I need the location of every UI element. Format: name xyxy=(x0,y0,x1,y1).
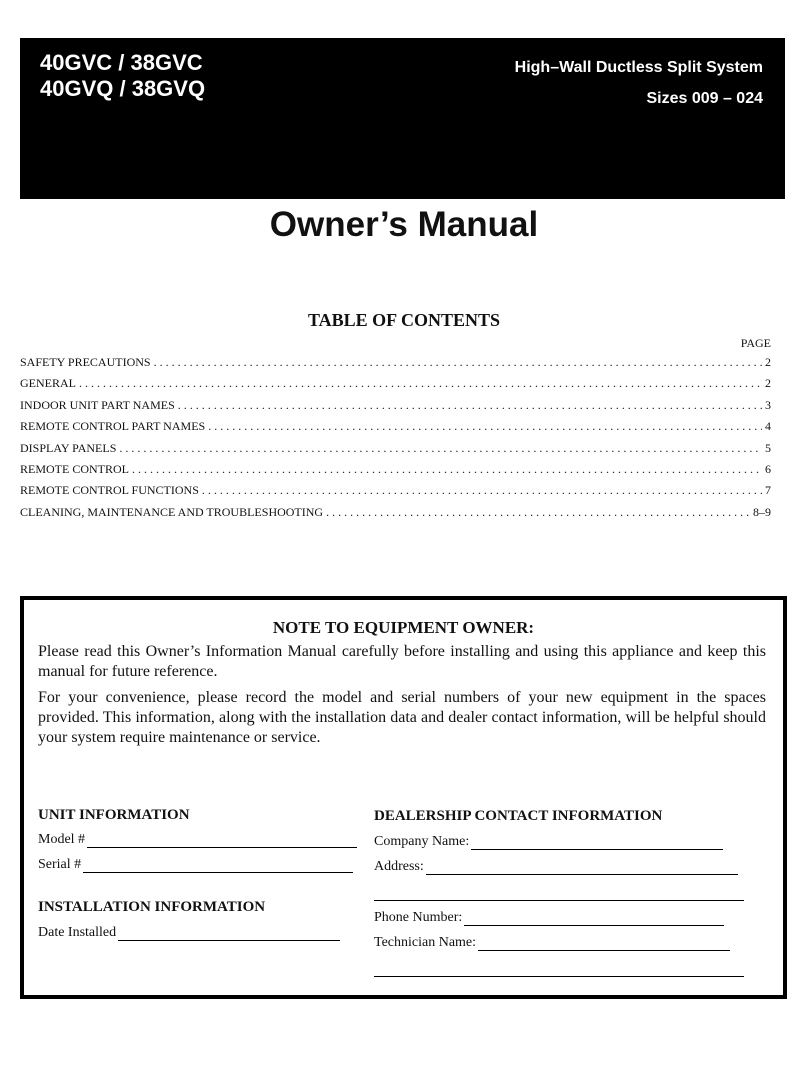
phone-number-input-line[interactable] xyxy=(464,912,724,926)
toc-entry-safety-precautions[interactable] xyxy=(20,355,771,376)
phone-number-field xyxy=(374,910,724,926)
model-line-1: 40GVC / 38GVC xyxy=(40,50,203,75)
toc-entry-page: 5 xyxy=(765,440,771,455)
serial-input-line[interactable] xyxy=(83,859,353,873)
toc-entry-page: 8–9 xyxy=(753,504,771,519)
note-heading: NOTE TO EQUIPMENT OWNER: xyxy=(272,618,535,637)
technician-name-label: Technician Name: xyxy=(374,935,477,950)
toc-entry-page: 6 xyxy=(765,461,771,476)
address-field xyxy=(374,859,738,875)
table-of-contents xyxy=(20,355,771,526)
address-label: Address: xyxy=(374,859,424,874)
toc-leader-dots xyxy=(178,398,762,413)
toc-entry-label: REMOTE CONTROL xyxy=(20,461,129,476)
toc-entry-cleaning-maintenance[interactable] xyxy=(20,505,771,526)
phone-number-label: Phone Number: xyxy=(374,910,463,925)
date-installed-input-line[interactable] xyxy=(118,927,340,941)
date-installed-label: Date Installed xyxy=(38,925,117,940)
toc-entry-page: 2 xyxy=(765,355,771,369)
system-name: High–Wall Ductless Split System xyxy=(514,59,763,76)
installation-info-heading: INSTALLATION INFORMATION xyxy=(38,899,266,915)
toc-leader-dots xyxy=(79,376,762,391)
note-to-owner-box xyxy=(20,596,787,999)
technician-continuation-line[interactable] xyxy=(374,976,744,977)
model-field xyxy=(38,832,357,848)
model-numbers xyxy=(40,50,205,102)
toc-entry-indoor-unit-part-names[interactable] xyxy=(20,398,771,419)
toc-leader-dots xyxy=(202,483,762,498)
company-name-label: Company Name: xyxy=(374,834,470,849)
note-paragraph-2: For your convenience, please record the model and serial numbers of your new equipment in the spaces provided. This information, along with the installation data and dealer contact information, will be helpful should your system require maintenance or service. xyxy=(38,689,766,746)
toc-entry-remote-control-functions[interactable] xyxy=(20,483,771,504)
toc-entry-label: REMOTE CONTROL FUNCTIONS xyxy=(20,483,199,498)
toc-entry-label: GENERAL xyxy=(20,376,76,391)
date-installed-field xyxy=(38,925,340,941)
technician-name-field xyxy=(374,935,730,951)
toc-entry-page: 7 xyxy=(765,483,771,498)
model-line-2: 40GVQ / 38GVQ xyxy=(40,76,206,101)
company-name-input-line[interactable] xyxy=(471,836,723,850)
unit-info-heading: UNIT INFORMATION xyxy=(38,807,190,823)
technician-name-input-line[interactable] xyxy=(478,937,730,951)
address-continuation-line[interactable] xyxy=(374,900,744,901)
toc-entry-page: 4 xyxy=(765,419,771,434)
company-name-field xyxy=(374,834,723,850)
toc-entry-general[interactable] xyxy=(20,376,771,397)
toc-entry-label: CLEANING, MAINTENANCE AND TROUBLESHOOTING xyxy=(20,504,324,519)
toc-entry-label: REMOTE CONTROL PART NAMES xyxy=(20,419,206,434)
model-input-line[interactable] xyxy=(87,834,357,848)
toc-entry-page: 2 xyxy=(765,376,771,391)
note-paragraph-1: Please read this Owner’s Information Manual carefully before installing and using this appliance and keep this manual for future reference. xyxy=(38,643,766,680)
toc-entry-label: SAFETY PRECAUTIONS xyxy=(20,355,151,369)
header-band xyxy=(20,38,785,199)
model-label: Model # xyxy=(38,832,86,847)
toc-entry-remote-control[interactable] xyxy=(20,462,771,483)
toc-leader-dots xyxy=(154,355,762,370)
toc-entry-display-panels[interactable] xyxy=(20,441,771,462)
toc-page-label: PAGE xyxy=(740,336,771,350)
serial-field xyxy=(38,857,353,873)
dealership-info-heading: DEALERSHIP CONTACT INFORMATION xyxy=(374,808,663,824)
serial-label: Serial # xyxy=(38,857,82,872)
document-title: Owner’s Manual xyxy=(269,205,539,244)
toc-leader-dots xyxy=(119,441,762,456)
toc-leader-dots xyxy=(208,419,762,434)
toc-heading: TABLE OF CONTENTS xyxy=(307,310,501,330)
address-input-line[interactable] xyxy=(426,861,738,875)
size-range: Sizes 009 – 024 xyxy=(646,90,763,107)
toc-entry-label: DISPLAY PANELS xyxy=(20,440,117,455)
toc-leader-dots xyxy=(132,462,762,477)
product-description xyxy=(515,52,763,114)
toc-entry-remote-control-part-names[interactable] xyxy=(20,419,771,440)
toc-entry-page: 3 xyxy=(765,397,771,412)
toc-entry-label: INDOOR UNIT PART NAMES xyxy=(20,397,175,412)
toc-leader-dots xyxy=(326,505,750,520)
